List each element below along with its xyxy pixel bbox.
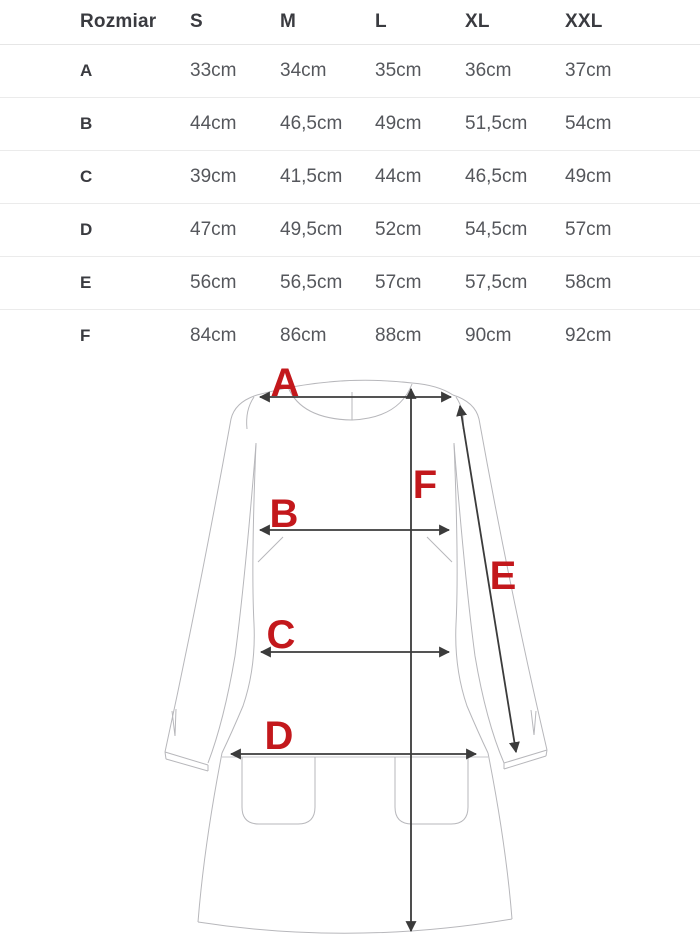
dimension-letter: F xyxy=(80,326,91,345)
measure-value: 36cm xyxy=(465,60,512,81)
measure-label-f: F xyxy=(412,463,438,507)
measure-value: 46,5cm xyxy=(465,166,528,187)
table-row-a xyxy=(0,45,700,98)
measure-value: 35cm xyxy=(375,60,422,81)
measure-label-b: B xyxy=(269,492,299,536)
bodice-left-side-path xyxy=(222,443,256,753)
measure-value: 57cm xyxy=(565,219,612,240)
dimension-letter: E xyxy=(80,273,92,292)
table-row-c xyxy=(0,151,700,204)
size-table-header-row xyxy=(0,0,700,45)
dimension-letter: D xyxy=(80,220,93,239)
skirt-left-edge-path xyxy=(198,753,222,922)
left-pocket-path xyxy=(242,757,315,824)
right-shoulder-path xyxy=(412,383,453,395)
measure-value: 86cm xyxy=(280,325,327,346)
measure-value: 57,5cm xyxy=(465,272,528,293)
left-sleeve-outer-path xyxy=(165,395,257,752)
measure-value: 56,5cm xyxy=(280,272,343,293)
hem-path xyxy=(198,919,512,933)
bodice-right-side-path xyxy=(454,443,488,753)
measure-value: 56cm xyxy=(190,272,237,293)
measure-value: 44cm xyxy=(190,113,237,134)
size-table xyxy=(0,0,700,362)
size-column-l: L xyxy=(375,11,387,32)
left-cuff-path xyxy=(165,752,208,771)
measure-label-e: E xyxy=(489,554,517,598)
measure-value: 88cm xyxy=(375,325,422,346)
table-row-d xyxy=(0,204,700,257)
measure-value: 47cm xyxy=(190,219,237,240)
right-pocket-path xyxy=(395,757,468,824)
right-sleeve-inner-path xyxy=(454,444,504,763)
size-column-xxl: XXL xyxy=(565,11,603,32)
measure-value: 33cm xyxy=(190,60,237,81)
measure-value: 37cm xyxy=(565,60,612,81)
measure-value: 34cm xyxy=(280,60,327,81)
right-cuff-path xyxy=(504,750,547,769)
size-column-xl: XL xyxy=(465,11,490,32)
measure-value: 57cm xyxy=(375,272,422,293)
table-row-b xyxy=(0,98,700,151)
skirt-right-edge-path xyxy=(488,753,512,919)
size-column-s: S xyxy=(190,11,203,32)
table-row-e xyxy=(0,257,700,310)
measurement-arrows xyxy=(231,389,516,931)
measure-value: 39cm xyxy=(190,166,237,187)
measure-value: 49cm xyxy=(565,166,612,187)
measure-value: 46,5cm xyxy=(280,113,343,134)
dimension-letter: A xyxy=(80,61,93,80)
table-row-f xyxy=(0,310,700,362)
measure-value: 54cm xyxy=(565,113,612,134)
measure-value: 44cm xyxy=(375,166,422,187)
measure-value: 41,5cm xyxy=(280,166,343,187)
measure-value: 52cm xyxy=(375,219,422,240)
measure-value: 92cm xyxy=(565,325,612,346)
measure-value: 49,5cm xyxy=(280,219,343,240)
measure-label-c: C xyxy=(266,613,296,657)
left-bust-dart xyxy=(258,537,283,562)
size-table-title: Rozmiar xyxy=(80,11,157,32)
measure-value: 90cm xyxy=(465,325,512,346)
measure-value: 54,5cm xyxy=(465,219,528,240)
measure-value: 51,5cm xyxy=(465,113,528,134)
dimension-letter: B xyxy=(80,114,93,133)
left-cuff-slit xyxy=(172,709,176,736)
right-cuff-slit xyxy=(531,710,536,735)
measure-value: 58cm xyxy=(565,272,612,293)
dress-outline xyxy=(165,380,547,933)
measure-label-d: D xyxy=(264,714,294,758)
right-bust-dart xyxy=(427,537,452,562)
front-neckline-scoop-path xyxy=(288,384,412,420)
size-column-m: M xyxy=(280,11,297,32)
measure-value: 84cm xyxy=(190,325,237,346)
measure-value: 49cm xyxy=(375,113,422,134)
dimension-letter: C xyxy=(80,167,93,186)
measure-label-a: A xyxy=(270,362,300,405)
left-sleeve-cap-seam xyxy=(247,397,254,429)
dress-measurement-diagram xyxy=(0,362,700,939)
measurement-labels xyxy=(265,362,517,758)
left-sleeve-inner-path xyxy=(208,444,256,763)
